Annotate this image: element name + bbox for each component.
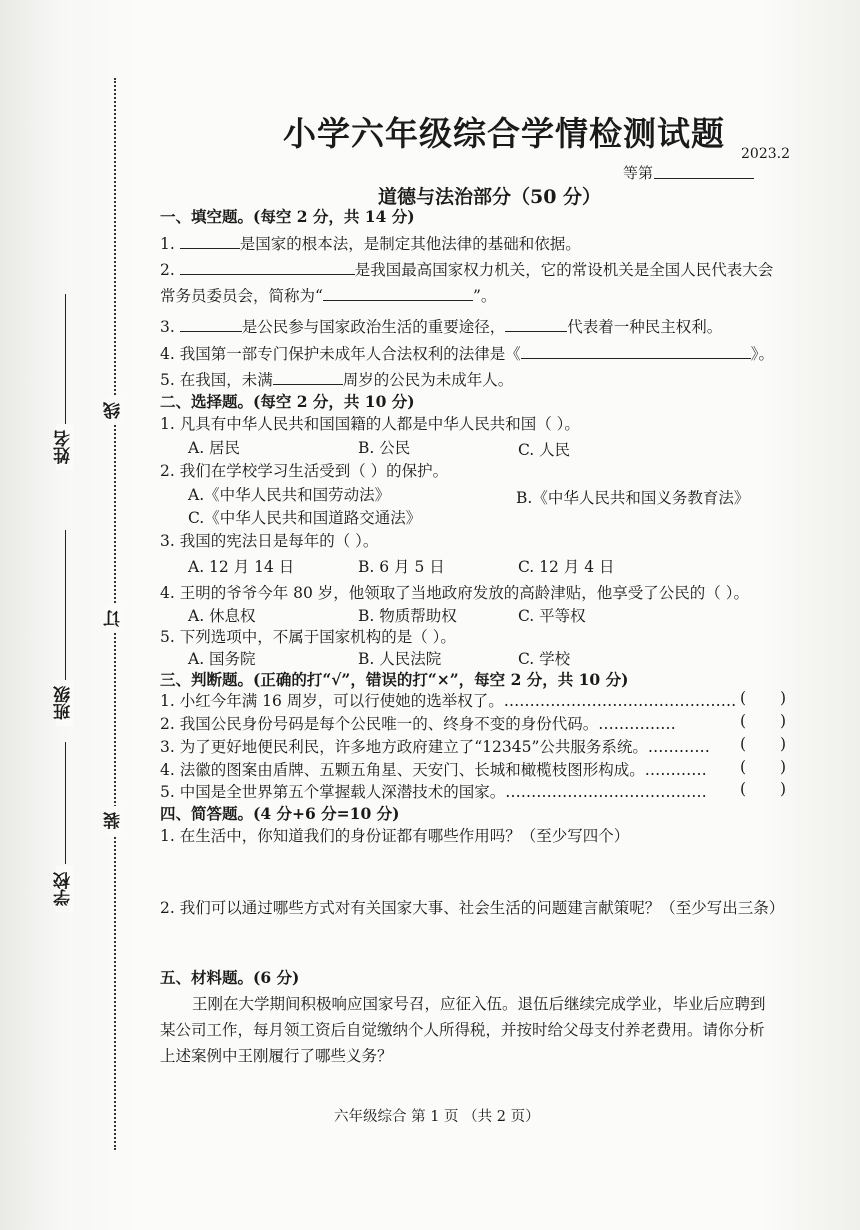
choice-option[interactable]: C. 人民: [518, 441, 571, 459]
judge-item: 3. 为了更好地便民利民，许多地方政府建立了“12345”公共服务系统。…………: [160, 738, 710, 756]
choice-option[interactable]: C. 平等权: [518, 607, 586, 625]
answer-paren-close[interactable]: ): [780, 735, 787, 753]
question-text: 是公民参与国家政治生活的重要途径，: [241, 318, 506, 336]
choice-option[interactable]: B. 6 月 5 日: [358, 558, 445, 576]
question-1-2-cont: [160, 284, 496, 306]
short-question-1: 1. 在生活中，你知道我们的身份证都有哪些作用吗？（至少写四个）: [160, 827, 630, 845]
material-text-line: 某公司工作，每月领工资后自觉缴纳个人所得税，并按时给父母支付养老费用。请你分析: [160, 1021, 765, 1039]
choice-option[interactable]: A. 国务院: [188, 650, 256, 668]
section-heading-judge: 三、判断题。(正确的打“√”，错误的打“×”，每空 2 分，共 10 分): [160, 670, 629, 689]
answer-blank[interactable]: [180, 316, 242, 332]
choice-question-stem: 4. 王明的爷爷今年 80 岁，他领取了当地政府发放的高龄津贴，他享受了公民的（ ）。: [160, 584, 749, 602]
grade-field[interactable]: [654, 178, 754, 179]
choice-option[interactable]: C. 12 月 4 日: [518, 558, 615, 576]
question-number: 1.: [160, 235, 175, 253]
choice-option[interactable]: B. 物质帮助权: [358, 607, 457, 625]
section-heading-short: 四、简答题。(4 分+6 分=10 分): [160, 804, 400, 823]
section-heading-fill-blank: 一、填空题。(每空 2 分，共 14 分): [160, 207, 415, 226]
short-question-2: 2. 我们可以通过哪些方式对有关国家大事、社会生活的问题建言献策呢？（至少写出三条）: [160, 899, 785, 917]
choice-option[interactable]: C. 学校: [518, 650, 571, 668]
question-1-1: [160, 232, 581, 254]
choice-question-stem: 1. 凡具有中华人民共和国国籍的人都是中华人民共和国（ ）。: [160, 415, 580, 433]
binding-seal-char: 装: [106, 806, 123, 835]
question-1-2: [160, 258, 773, 280]
answer-paren-close[interactable]: ): [780, 780, 787, 798]
answer-paren-open[interactable]: (: [740, 712, 747, 730]
choice-option[interactable]: C.《中华人民共和国道路交通法》: [188, 509, 422, 527]
choice-option[interactable]: B. 公民: [358, 439, 411, 457]
question-number: 5.: [160, 371, 175, 389]
answer-paren-open[interactable]: (: [740, 689, 747, 707]
judge-item: 1. 小红今年满 16 周岁，可以行使她的选举权了。………………………………………: [160, 692, 737, 710]
question-text: 在我国，未满: [179, 371, 273, 389]
question-1-3: [160, 315, 722, 337]
class-label: 班级: [56, 680, 73, 726]
answer-blank[interactable]: [180, 259, 355, 275]
question-text: ”。: [472, 287, 497, 305]
choice-option[interactable]: A.《中华人民共和国劳动法》: [188, 486, 391, 504]
choice-option[interactable]: B. 人民法院: [358, 650, 442, 668]
answer-paren-open[interactable]: (: [740, 735, 747, 753]
page-title: 小学六年级综合学情检测试题: [283, 114, 725, 153]
section-heading-material: 五、材料题。(6 分): [160, 968, 300, 987]
question-text: 代表着一种民主权利。: [567, 318, 723, 336]
question-text: 我国第一部专门保护未成年人合法权利的法律是《: [179, 345, 521, 363]
question-text: 是国家的根本法，是制定其他法律的基础和依据。: [239, 235, 581, 253]
name-field-line[interactable]: [65, 294, 66, 424]
answer-paren-open[interactable]: (: [740, 780, 747, 798]
exam-date: 2023.2: [741, 146, 790, 162]
choice-option[interactable]: A. 12 月 14 日: [188, 558, 295, 576]
question-number: 3.: [160, 318, 175, 336]
binding-order-char: 订: [106, 604, 123, 633]
judge-item: 4. 法徽的图案由盾牌、五颗五角星、天安门、长城和橄榄枝图形构成。…………: [160, 761, 707, 779]
name-label: 姓名: [56, 424, 73, 470]
answer-blank[interactable]: [521, 343, 751, 359]
answer-paren-close[interactable]: ): [780, 758, 787, 776]
choice-option[interactable]: A. 休息权: [188, 607, 256, 625]
section-subtitle: 道德与法治部分（50 分）: [378, 186, 602, 208]
grade-label: 等第: [623, 164, 654, 182]
page-footer: 六年级综合 第 1 页 （共 2 页）: [334, 1109, 540, 1125]
class-field-line[interactable]: [65, 530, 66, 680]
judge-item: 2. 我国公民身份号码是每个公民唯一的、终身不变的身份代码。……………: [160, 715, 676, 733]
binding-line-char: 线: [106, 396, 123, 425]
question-text: 》。: [750, 345, 775, 363]
school-label: 学校: [56, 866, 73, 912]
answer-blank[interactable]: [180, 233, 240, 249]
choice-option[interactable]: A. 居民: [188, 439, 241, 457]
answer-blank[interactable]: [505, 316, 567, 332]
question-text: 周岁的公民为未成年人。: [342, 371, 514, 389]
answer-paren-close[interactable]: ): [780, 712, 787, 730]
material-text-line: 王刚在大学期间积极响应国家号召，应征入伍。退伍后继续完成学业，毕业后应聘到: [192, 995, 766, 1013]
question-text: 常务员委员会，简称为“: [160, 287, 323, 305]
question-text: 是我国最高国家权力机关，它的常设机关是全国人民代表大会: [354, 261, 774, 279]
question-number: 2.: [160, 261, 175, 279]
question-1-4: [160, 342, 774, 364]
answer-blank[interactable]: [323, 285, 473, 301]
choice-question-stem: 5. 下列选项中，不属于国家机构的是（ ）。: [160, 628, 456, 646]
choice-option[interactable]: B.《中华人民共和国义务教育法》: [516, 489, 750, 507]
school-field-line[interactable]: [65, 742, 66, 864]
judge-item: 5. 中国是全世界第五个掌握载人深潜技术的国家。…………………………………: [160, 783, 707, 801]
choice-question-stem: 2. 我们在学校学习生活受到（ ）的保护。: [160, 462, 449, 480]
answer-paren-open[interactable]: (: [740, 758, 747, 776]
section-heading-choice: 二、选择题。(每空 2 分，共 10 分): [160, 392, 415, 411]
answer-paren-close[interactable]: ): [780, 689, 787, 707]
choice-question-stem: 3. 我国的宪法日是每年的（ ）。: [160, 532, 379, 550]
question-number: 4.: [160, 345, 175, 363]
material-text-line: 上述案例中王刚履行了哪些义务？: [160, 1047, 393, 1065]
question-1-5: [160, 368, 513, 390]
answer-blank[interactable]: [273, 369, 343, 385]
